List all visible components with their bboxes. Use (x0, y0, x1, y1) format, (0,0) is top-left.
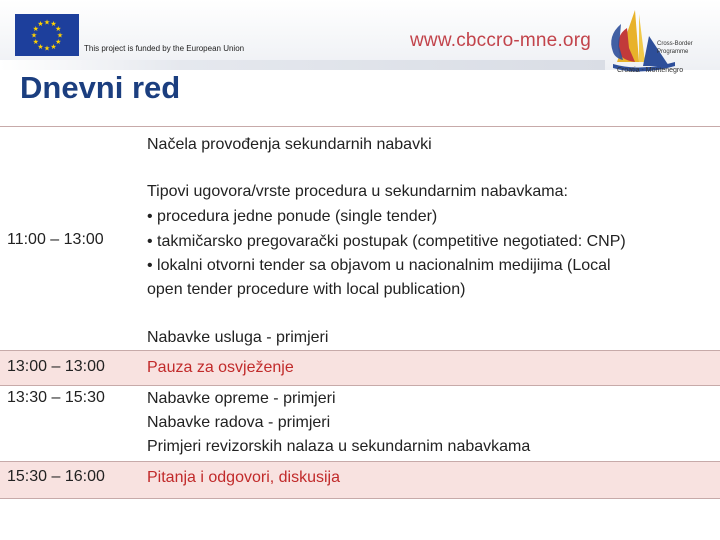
agenda-item-line: Tipovi ugovora/vrste procedura u sekundarnim nabavkama: (147, 183, 568, 200)
agenda-item-line: Primjeri revizorskih nalaza u sekundarnim nabavkama (147, 438, 531, 455)
eu-flag-logo (15, 14, 79, 56)
site-url[interactable]: www.cbccro-mne.org (410, 30, 591, 51)
eu-star-icon: ★ (37, 21, 44, 29)
agenda-row-break (0, 350, 720, 385)
eu-star-icon: ★ (30, 32, 38, 40)
eu-star-icon: ★ (50, 21, 57, 29)
eu-star-icon: ★ (32, 26, 39, 33)
agenda-item-line: • procedura jedne ponude (single tender) (147, 208, 438, 225)
title-divider (0, 126, 720, 127)
eu-star-icon: ★ (32, 39, 39, 46)
agenda-time: 13:00 – 13:00 (7, 358, 105, 375)
eu-star-icon: ★ (43, 45, 51, 53)
row-divider (0, 461, 720, 462)
eu-star-icon: ★ (55, 39, 62, 46)
row-divider (0, 350, 720, 351)
eu-funding-notice: This project is funded by the European Union (84, 44, 245, 53)
eu-star-icon: ★ (56, 32, 64, 40)
row-divider (0, 498, 720, 499)
eu-star-icon: ★ (55, 26, 62, 33)
agenda-item-line: open tender procedure with local publication) (147, 281, 466, 298)
eu-star-icon: ★ (43, 19, 51, 27)
programme-name: Cross-Border Programme (657, 41, 693, 55)
page-title: Dnevni red (20, 70, 181, 105)
agenda-time: 13:30 – 15:30 (7, 389, 105, 406)
agenda-item-line: Pitanja i odgovori, diskusija (147, 469, 340, 486)
header-stripe (0, 60, 605, 70)
agenda-item-line: Načela provođenja sekundarnih nabavki (147, 136, 432, 153)
agenda-item-line: Nabavke opreme - primjeri (147, 390, 336, 407)
eu-star-icon: ★ (50, 43, 57, 51)
agenda-row-discussion (0, 461, 720, 498)
agenda-item-line: • takmičarsko pregovarački postupak (competitive negotiated: CNP) (147, 233, 626, 250)
agenda-item-line: Nabavke usluga - primjeri (147, 329, 329, 346)
agenda-time: 15:30 – 16:00 (7, 468, 105, 485)
eu-star-icon: ★ (37, 43, 44, 51)
agenda-item-line: Pauza za osvježenje (147, 359, 294, 376)
programme-countries: Croatia - Montenegro (617, 67, 684, 74)
agenda-item-line: Nabavke radova - primjeri (147, 414, 331, 431)
agenda-item-line: • lokalni otvorni tender sa objavom u nacionalnim medijima (Local (147, 257, 611, 274)
row-divider (0, 385, 720, 386)
agenda-time: 11:00 – 13:00 (7, 231, 104, 248)
page-header (0, 0, 720, 74)
